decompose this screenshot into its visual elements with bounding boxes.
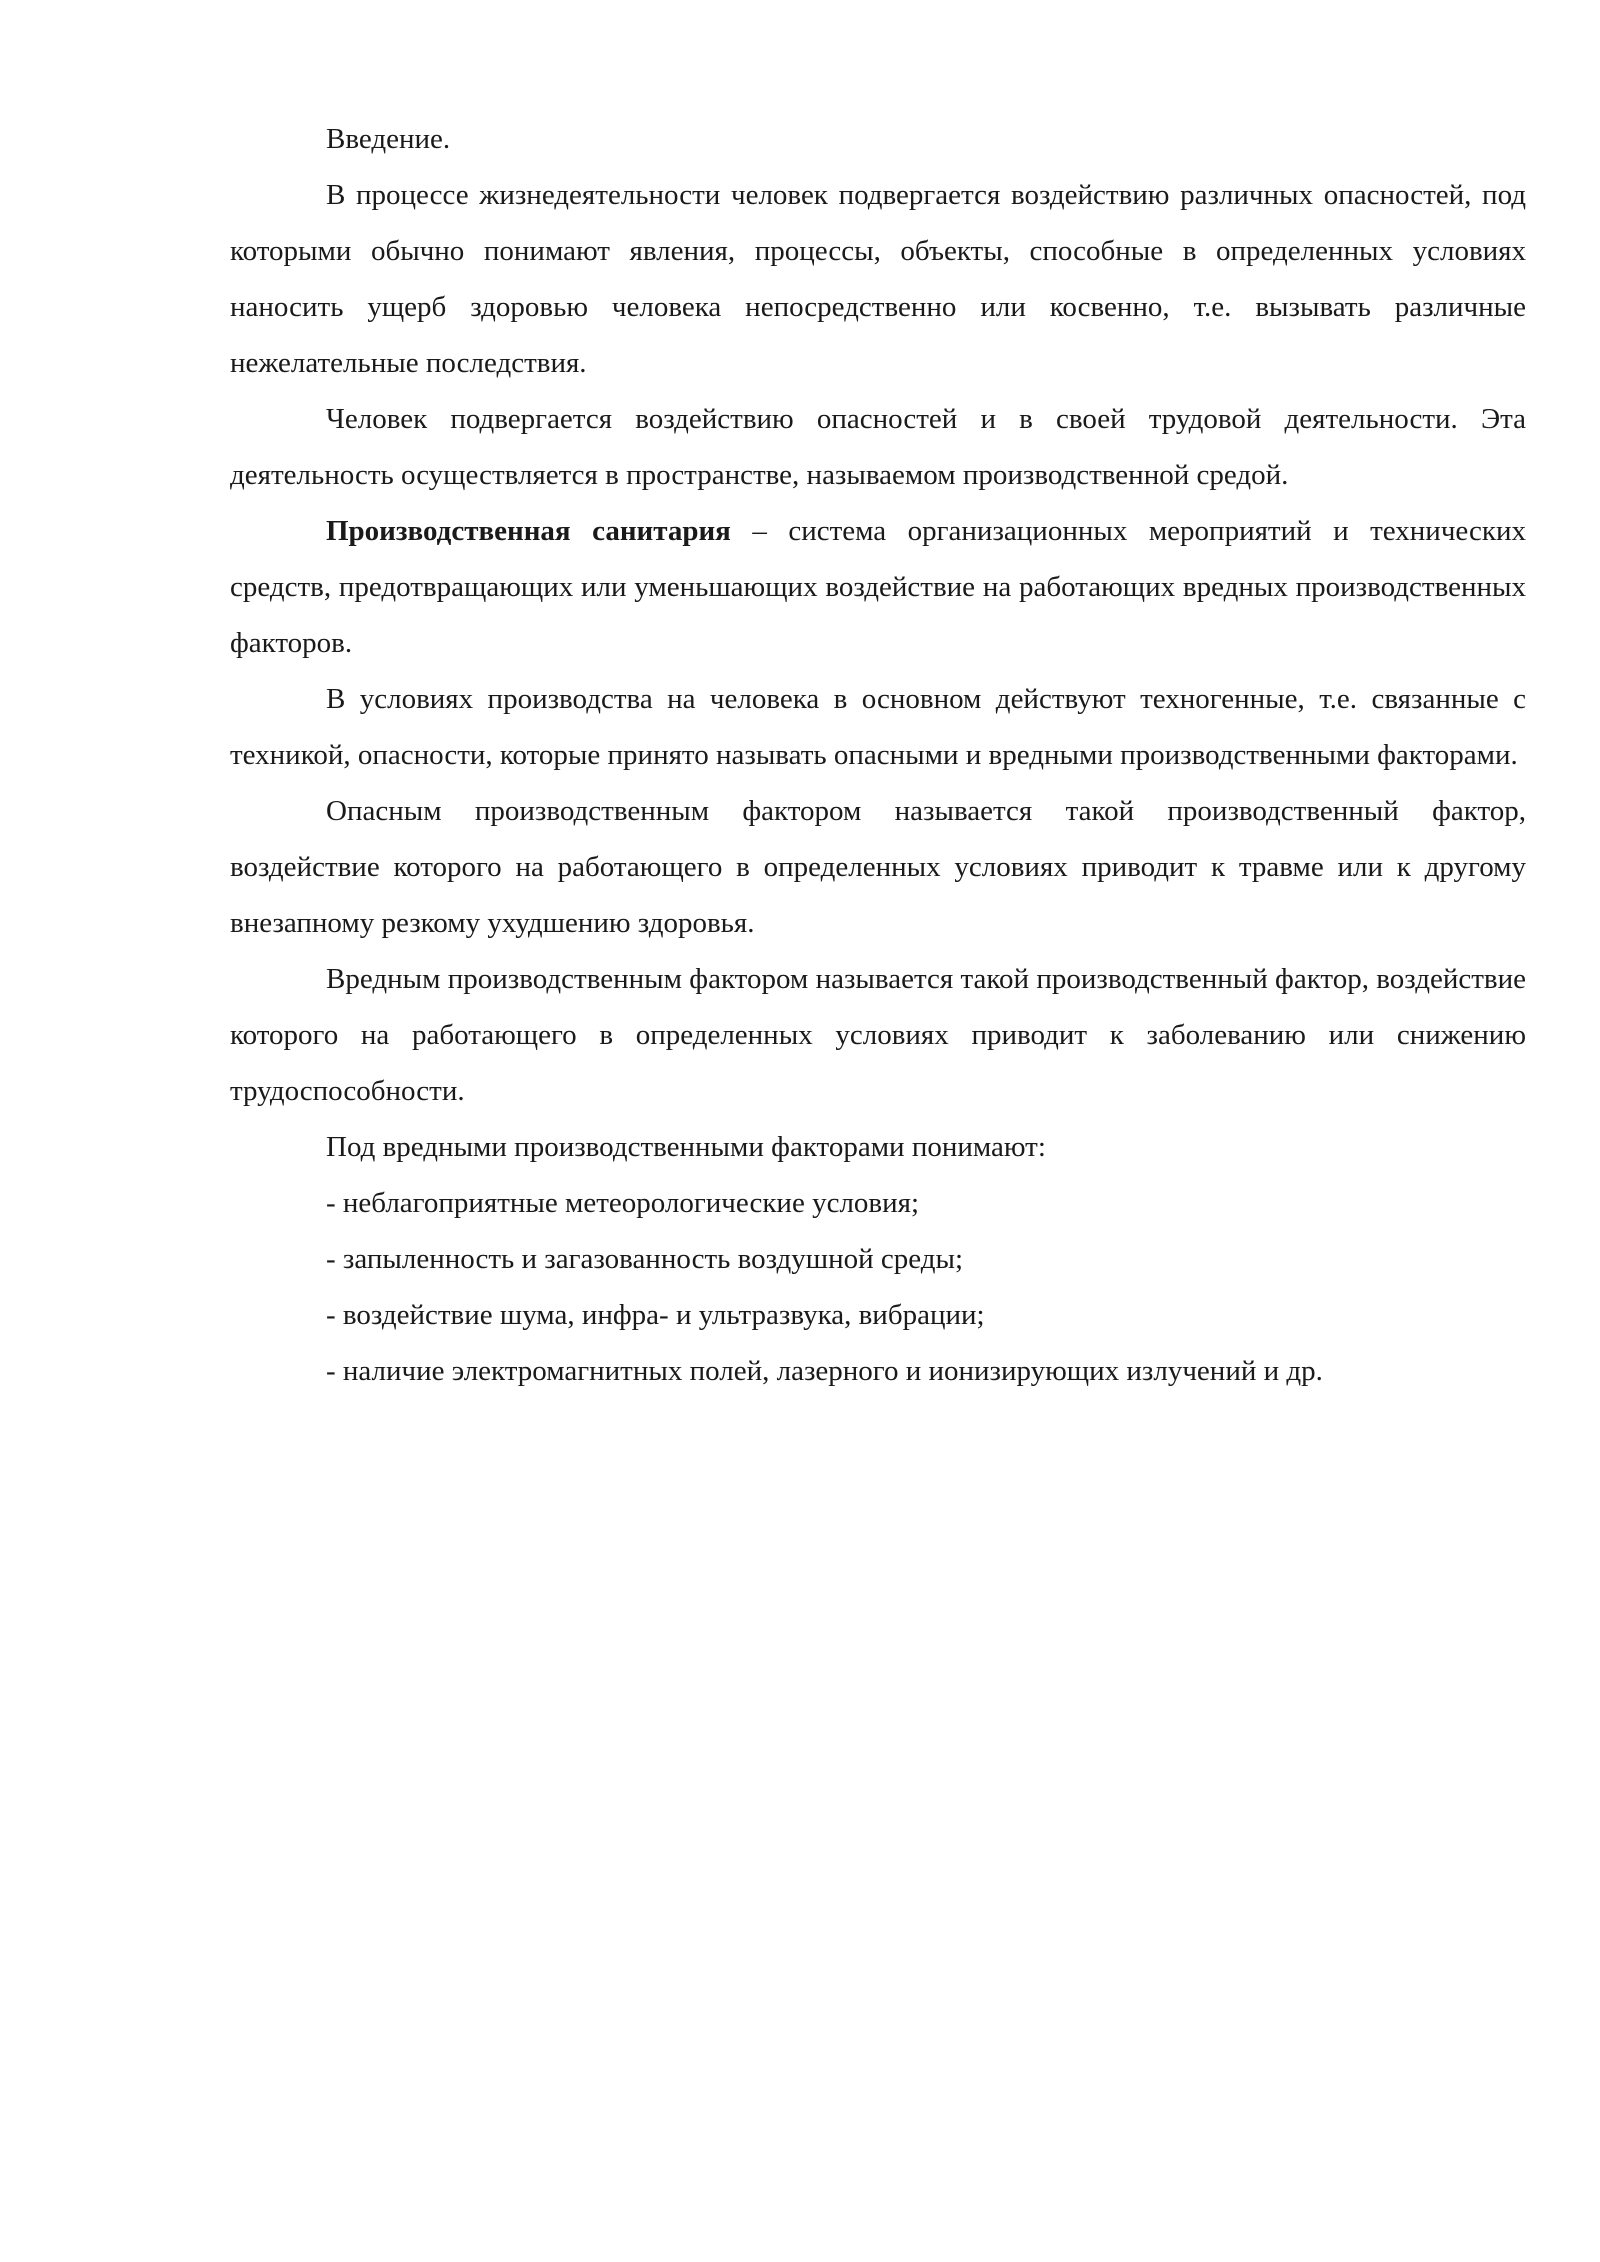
document-body bbox=[230, 111, 1526, 1399]
paragraph-4: В условиях производства на человека в основном действуют техногенные, т.е. связанные с техникой, опасности, которые принято называть опасными и вредными производственными факторами. bbox=[230, 683, 1526, 771]
paragraph-5: Опасным производственным фактором называется такой производственный фактор, воздействие которого на работающего в определенных условиях приводит к травме или к другому внезапному резкому ухудшению здоровья. bbox=[230, 795, 1526, 939]
list-item: - неблагоприятные метеорологические условия; bbox=[326, 1187, 920, 1219]
list-item: - запыленность и загазованность воздушной среды; bbox=[326, 1243, 964, 1275]
paragraph-2: Человек подвергается воздействию опасностей и в своей трудовой деятельности. Эта деятельность осуществляется в пространстве, называемом производственной средой. bbox=[230, 403, 1526, 491]
document-heading: Введение. bbox=[326, 123, 451, 155]
list-intro: Под вредными производственными факторами понимают: bbox=[326, 1131, 1046, 1163]
list-item: - наличие электромагнитных полей, лазерного и ионизирующих излучений и др. bbox=[326, 1355, 1323, 1387]
paragraph-1: В процессе жизнедеятельности человек подвергается воздействию различных опасностей, под которыми обычно понимают явления, процессы, объекты, способные в определенных условиях наносить ущерб здоровью человека непосредственно или косвенно, т.е. вызывать различные нежелательные последствия. bbox=[230, 179, 1526, 379]
list-item: - воздействие шума, инфра- и ультразвука, вибрации; bbox=[326, 1299, 985, 1331]
paragraph-6: Вредным производственным фактором называется такой производственный фактор, воздействие которого на работающего в определенных условиях приводит к заболеванию или снижению трудоспособности. bbox=[230, 963, 1526, 1107]
term-definition: – система организационных мероприятий и технических средств, предотвращающих или уменьшающих воздействие на работающих вредных производственных факторов. bbox=[230, 515, 1526, 659]
term-bold: Производственная санитария bbox=[326, 515, 731, 547]
paragraph-3 bbox=[230, 503, 1526, 671]
